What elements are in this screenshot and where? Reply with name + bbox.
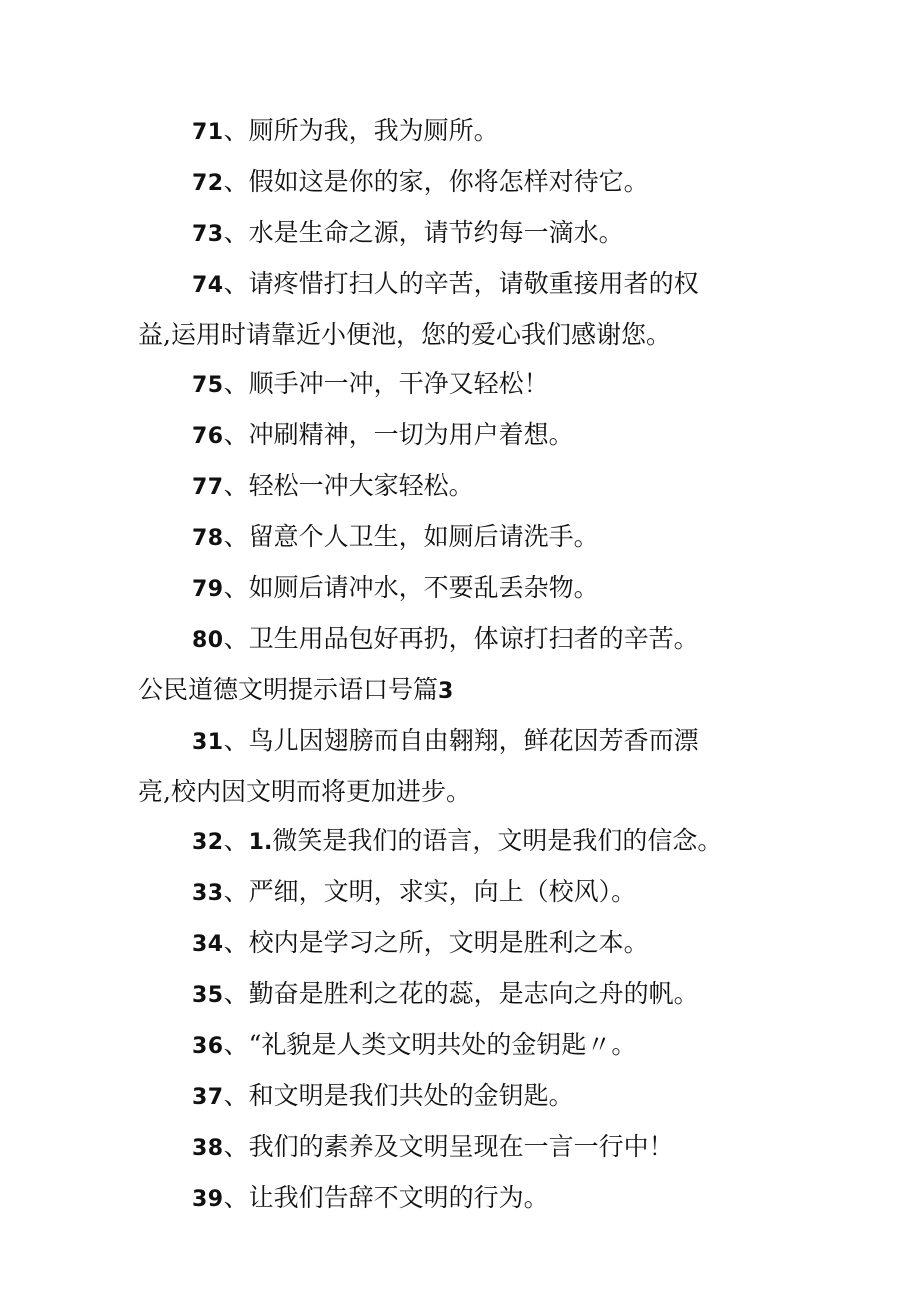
slogan-item-77 [138, 461, 778, 512]
item-separator: 、 [223, 471, 249, 500]
slogan-item-37 [138, 1071, 778, 1122]
item-text: 微笑是我们的语言，文明是我们的信念。 [272, 826, 723, 855]
item-number: 79 [192, 577, 224, 602]
item-number: 33 [192, 881, 224, 906]
item-text: 严细，文明，求实，向上（校风）。 [248, 877, 637, 906]
item-separator: 、 [223, 726, 249, 755]
slogan-item-78 [138, 512, 778, 563]
slogan-item-31 [138, 716, 778, 816]
item-separator: 、 [223, 167, 249, 196]
item-text: 顺手冲一冲，干净又轻松！ [248, 369, 549, 398]
item-text: 卫生用品包好再扔，体谅打扫者的辛苦。 [248, 624, 699, 653]
item-separator: 、 [223, 1183, 249, 1212]
item-text: 勤奋是胜利之花的蕊，是志向之舟的帆。 [248, 979, 699, 1008]
item-text: 我们的素养及文明呈现在一言一行中！ [248, 1132, 674, 1161]
item-text: 让我们告辞不文明的行为。 [248, 1183, 549, 1212]
item-separator: 、 [223, 116, 249, 145]
item-separator: 、 [223, 420, 249, 449]
document-content [138, 106, 778, 1224]
slogan-item-36 [138, 1020, 778, 1071]
heading-number: 3 [438, 679, 454, 704]
item-text: 请疼惜打扫人的辛苦，请敬重接用者的权 [248, 269, 699, 298]
item-text: 厕所为我，我为厕所。 [248, 116, 499, 145]
item-separator: 、 [223, 218, 249, 247]
item-text: 水是生命之源，请节约每一滴水。 [248, 218, 624, 247]
item-number: 74 [192, 273, 224, 298]
item-separator: 、 [223, 979, 249, 1008]
item-number: 35 [192, 983, 224, 1008]
slogan-item-39 [138, 1173, 778, 1224]
item-text: 和文明是我们共处的金钥匙。 [248, 1081, 574, 1110]
item-text: 假如这是你的家，你将怎样对待它。 [248, 167, 649, 196]
slogan-item-35 [138, 969, 778, 1020]
section-heading [138, 665, 778, 716]
item-number: 73 [192, 222, 224, 247]
item-number: 32 [192, 830, 224, 855]
slogan-item-33 [138, 867, 778, 918]
item-number: 77 [192, 475, 224, 500]
slogan-item-38 [138, 1122, 778, 1173]
slogan-item-34 [138, 918, 778, 969]
item-text-continued: 益,运用时请靠近小便池，您的爱心我们感谢您。 [138, 320, 671, 349]
heading-text: 公民道德文明提示语口号篇 [138, 675, 439, 704]
item-separator: 、 [223, 369, 249, 398]
item-separator: 、 [223, 877, 249, 906]
item-number: 72 [192, 171, 224, 196]
item-separator: 、 [223, 1030, 249, 1059]
item-separator: 、 [223, 826, 249, 855]
slogan-item-71 [138, 106, 778, 157]
slogan-item-73 [138, 208, 778, 259]
item-number: 36 [192, 1034, 224, 1059]
item-separator: 、 [223, 1132, 249, 1161]
slogan-item-76 [138, 410, 778, 461]
item-text: 如厕后请冲水，不要乱丢杂物。 [248, 573, 599, 602]
item-separator: 、 [223, 624, 249, 653]
item-prefix: 1. [248, 830, 273, 855]
item-text-continued: 亮,校内因文明而将更加进步。 [138, 777, 471, 806]
item-separator: 、 [223, 269, 249, 298]
slogan-item-80 [138, 614, 778, 665]
item-text: 冲刷精神，一切为用户着想。 [248, 420, 574, 449]
slogan-item-79 [138, 563, 778, 614]
item-text: “礼貌是人类文明共处的金钥匙〃。 [248, 1030, 637, 1059]
item-number: 76 [192, 424, 224, 449]
item-separator: 、 [223, 573, 249, 602]
item-number: 31 [192, 730, 224, 755]
item-number: 75 [192, 373, 224, 398]
item-text: 留意个人卫生，如厕后请洗手。 [248, 522, 599, 551]
item-text: 鸟儿因翅膀而自由翱翔，鲜花因芳香而漂 [248, 726, 699, 755]
item-separator: 、 [223, 1081, 249, 1110]
item-text: 校内是学习之所，文明是胜利之本。 [248, 928, 649, 957]
item-separator: 、 [223, 522, 249, 551]
item-number: 34 [192, 932, 224, 957]
item-number: 38 [192, 1136, 224, 1161]
item-text: 轻松一冲大家轻松。 [248, 471, 474, 500]
slogan-item-75 [138, 359, 778, 410]
item-number: 39 [192, 1187, 224, 1212]
item-number: 37 [192, 1085, 224, 1110]
item-separator: 、 [223, 928, 249, 957]
item-number: 71 [192, 120, 224, 145]
item-number: 80 [192, 628, 224, 653]
slogan-item-32 [138, 816, 778, 867]
slogan-item-72 [138, 157, 778, 208]
item-number: 78 [192, 526, 224, 551]
slogan-item-74 [138, 259, 778, 359]
